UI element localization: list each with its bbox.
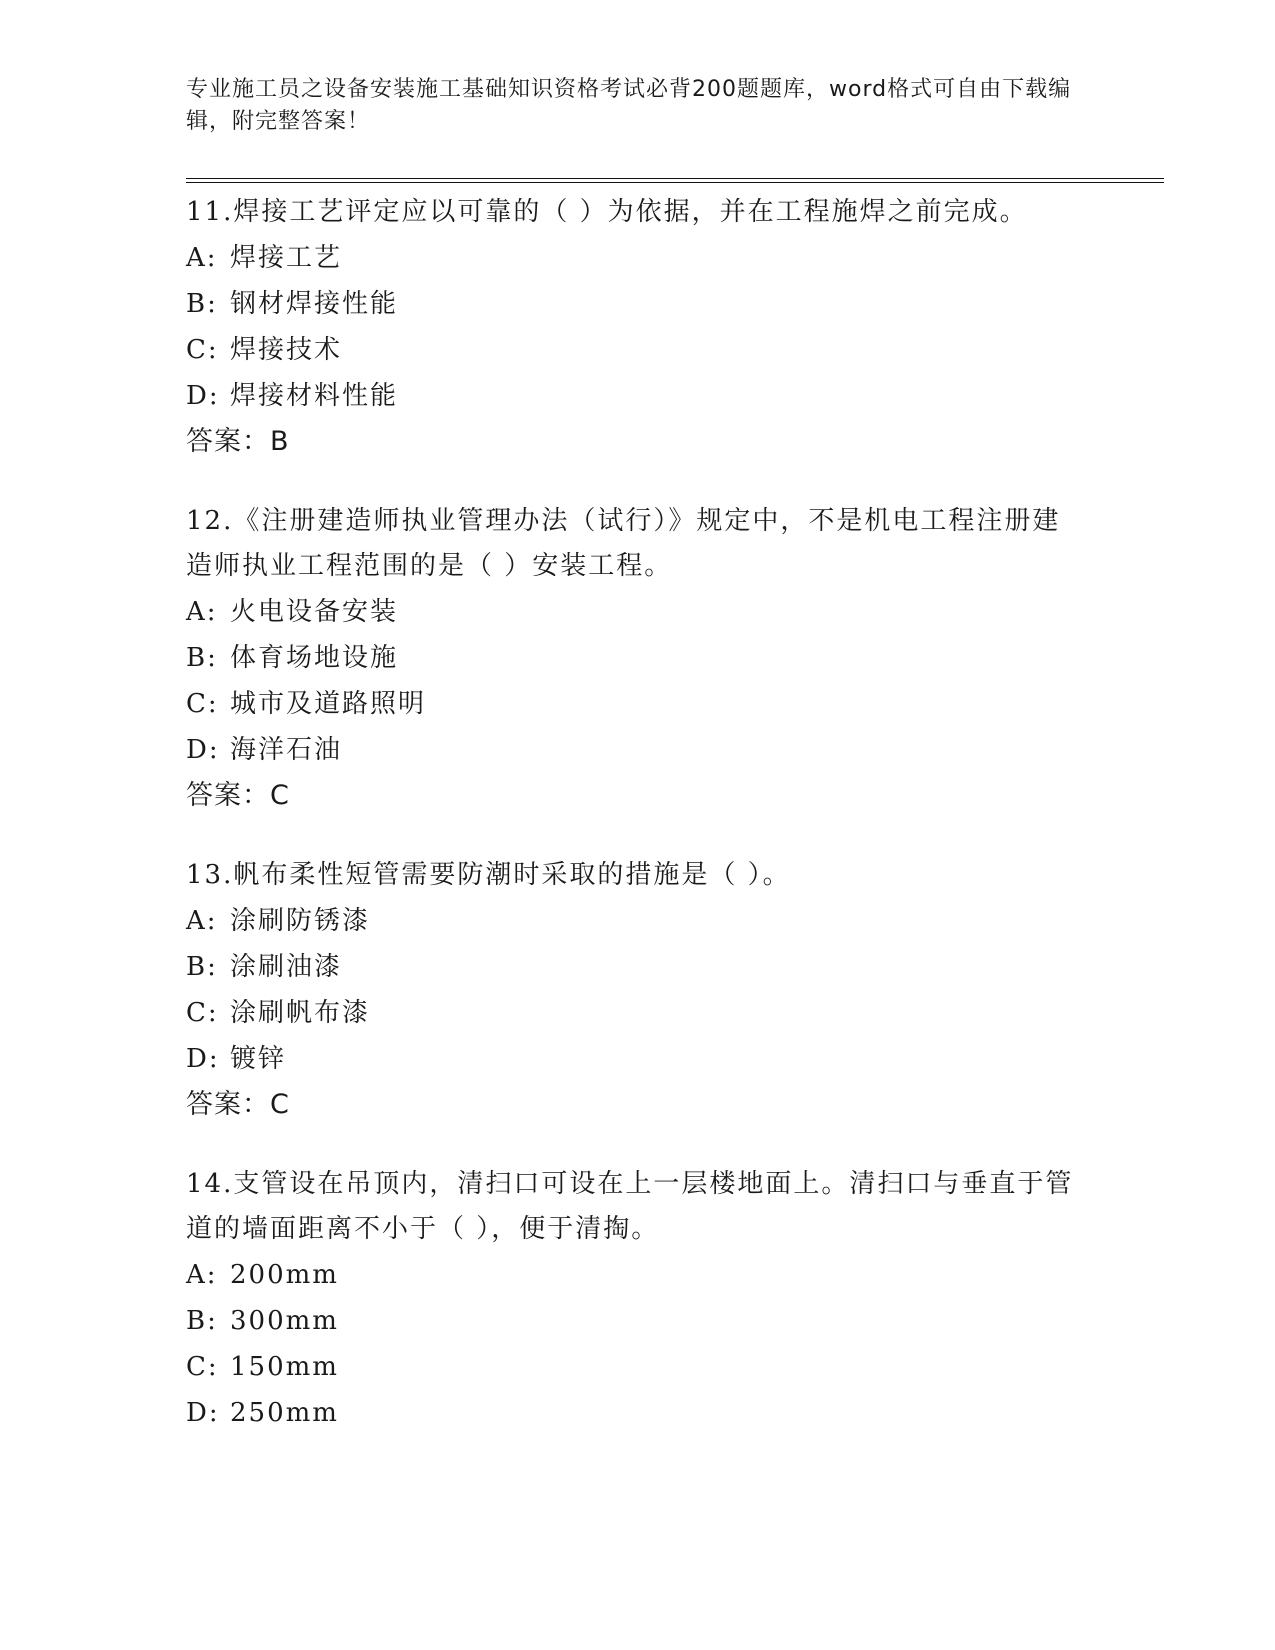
option-label: A:	[186, 243, 218, 273]
option-c	[186, 990, 1086, 1036]
option-text: 城市及道路照明	[230, 689, 427, 719]
option-c	[186, 1344, 1086, 1390]
option-label: A:	[186, 597, 218, 627]
option-label: D:	[186, 1044, 220, 1074]
option-text: 钢材焊接性能	[230, 289, 399, 319]
option-label: C:	[186, 689, 219, 719]
question-stem: 14.支管设在吊顶内，清扫口可设在上一层楼地面上。清扫口与垂直于管道的墙面距离不小于（ ），便于清掏。	[186, 1169, 1074, 1244]
option-label: D:	[186, 735, 220, 765]
option-label: B:	[186, 1306, 218, 1336]
option-text: 150mm	[230, 1352, 339, 1382]
option-a	[186, 1252, 1086, 1298]
option-text: 镀锌	[230, 1044, 287, 1074]
option-text: 200mm	[230, 1260, 339, 1290]
question-list	[186, 190, 1086, 1470]
option-text: 海洋石油	[230, 735, 343, 765]
option-label: B:	[186, 289, 218, 319]
option-text: 涂刷防锈漆	[230, 906, 371, 936]
option-text: 焊接材料性能	[230, 381, 399, 411]
question-stem: 13.帆布柔性短管需要防潮时采取的措施是（ ）。	[186, 860, 791, 890]
option-text: 焊接技术	[230, 335, 343, 365]
option-label: D:	[186, 1398, 220, 1428]
question-item	[186, 190, 1086, 465]
option-c	[186, 327, 1086, 373]
option-c	[186, 681, 1086, 727]
header-divider-bottom	[186, 182, 1164, 183]
option-label: C:	[186, 1352, 219, 1382]
option-b	[186, 281, 1086, 327]
option-text: 300mm	[230, 1306, 339, 1336]
question-item	[186, 499, 1086, 819]
option-b	[186, 1298, 1086, 1344]
option-label: C:	[186, 335, 219, 365]
option-a	[186, 898, 1086, 944]
question-stem: 12.《注册建造师执业管理办法（试行）》规定中，不是机电工程注册建造师执业工程范围的是（ ）安装工程。	[186, 506, 1061, 581]
option-a	[186, 235, 1086, 281]
option-text: 体育场地设施	[230, 643, 399, 673]
option-label: C:	[186, 998, 219, 1028]
question-stem: 11.焊接工艺评定应以可靠的（ ）为依据，并在工程施焊之前完成。	[186, 197, 1028, 227]
option-b	[186, 635, 1086, 681]
answer-line: 答案：C	[186, 1089, 290, 1120]
option-text: 250mm	[230, 1398, 339, 1428]
option-text: 火电设备安装	[230, 597, 399, 627]
option-d	[186, 373, 1086, 419]
document-header: 专业施工员之设备安装施工基础知识资格考试必背200题题库，word格式可自由下载编辑，附完整答案！	[186, 77, 1072, 134]
option-label: B:	[186, 643, 218, 673]
option-text: 涂刷帆布漆	[230, 998, 371, 1028]
option-d	[186, 1390, 1086, 1436]
option-d	[186, 1036, 1086, 1082]
option-label: D:	[186, 381, 220, 411]
option-d	[186, 727, 1086, 773]
option-label: A:	[186, 906, 218, 936]
option-a	[186, 589, 1086, 635]
option-text: 涂刷油漆	[230, 952, 343, 982]
question-item	[186, 1162, 1086, 1436]
option-label: A:	[186, 1260, 218, 1290]
option-text: 焊接工艺	[230, 243, 343, 273]
header-divider-top	[186, 178, 1164, 179]
answer-line: 答案：C	[186, 780, 290, 811]
question-item	[186, 853, 1086, 1128]
answer-line: 答案：B	[186, 426, 290, 457]
option-label: B:	[186, 952, 218, 982]
option-b	[186, 944, 1086, 990]
